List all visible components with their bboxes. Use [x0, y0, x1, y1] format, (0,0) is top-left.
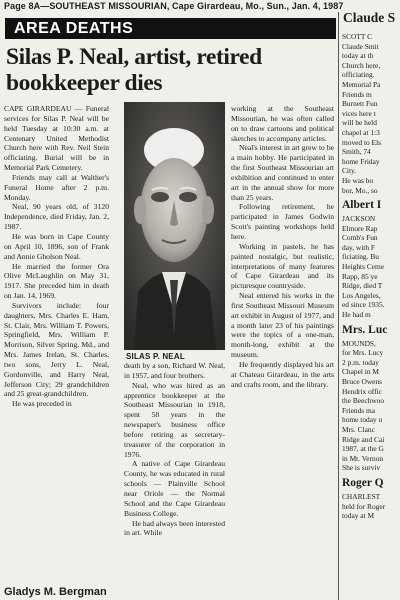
adjacent-obituary-line: Chapel in M	[342, 367, 379, 377]
paragraph: He frequently displayed his art at Chateau Girardeau, in the arts and crafts room, and the library.	[231, 359, 334, 389]
adjacent-obituary-line: Hendrix offic	[342, 386, 382, 396]
adjacent-obituary-line: Friends ma	[342, 405, 376, 415]
adjacent-obituary-line: Ridge, died T	[342, 281, 383, 291]
adjacent-obituary-line: Rapp, 85 ye	[342, 271, 378, 281]
next-obituary-headline: Gladys M. Bergman	[4, 586, 107, 598]
adjacent-obituary-line: vices here t	[342, 108, 376, 118]
adjacent-obituary-line: today at th	[342, 51, 374, 61]
article-column-1	[4, 104, 109, 409]
adjacent-obituary-line: day, with F	[342, 242, 375, 252]
adjacent-obituary-line: in Mt. Vernon	[342, 453, 384, 463]
paragraph: Neal entered his works in the first Southeast Missouri Museum art exhibit in August of 1977, and a month later 23 of his paintings were the topics of a one-man, month-long, exhibit at the museum.	[231, 291, 334, 360]
paragraph: working at the Southeast Missourian, he was often called on to draw cartoons and political sketches to accompany articles.	[231, 104, 334, 143]
adjacent-obituary-line: She is surviv	[342, 463, 381, 473]
section-banner-title: AREA DEATHS	[14, 20, 134, 37]
adjacent-obituary-headline: Roger Q	[342, 476, 384, 489]
adjacent-obituary-line: ficiating. Bu	[342, 252, 379, 262]
adjacent-obituary-line: Burnett Fun	[342, 99, 378, 109]
adjacent-obituary-line: CHARLEST	[342, 491, 381, 501]
adjacent-obituary-line: officiating.	[342, 70, 375, 80]
adjacent-obituary-line: ed since 1935.	[342, 300, 385, 310]
adjacent-obituary-line: City.	[342, 166, 357, 176]
paragraph: Neal, 90 years old, of 3120 Independence, died Friday, Jan. 2, 1987.	[4, 202, 109, 232]
adjacent-obituary-headline: Albert I	[342, 199, 382, 212]
adjacent-obituary-line: Claude Smit	[342, 41, 379, 51]
adjacent-obituary-line: will be held	[342, 118, 377, 128]
adjacent-obituaries-column	[342, 32, 400, 521]
adjacent-obituary-line: 1987, at the G	[342, 444, 384, 454]
paragraph: Following retirement, he participated in James Godwin Scott's painting workshops held here.	[231, 202, 334, 241]
portrait-image	[124, 102, 225, 350]
paragraph: Neal, who was hired as an apprentice bookkeeper at the Southeast Missourian in 1918, spent 58 years in the newspaper's business office before retiring as secretary-treasurer of the corporation in 1976.	[124, 380, 225, 459]
paragraph: He was preceded in	[12, 399, 72, 409]
adjacent-obituary-line: the Beechwoo	[342, 396, 385, 406]
adjacent-obituary-line: today at M	[342, 511, 375, 521]
paragraph: Neal's interest in art grew to be a main hobby. He participated in the first Southeast Missourian art exhibition and continued to enter art in the annual show for more than 25 years.	[231, 143, 334, 202]
adjacent-obituary-headline: Mrs. Luc	[342, 323, 388, 336]
photo-caption: SILAS P. NEAL	[126, 352, 185, 361]
adjacent-obituary-line: Friends m	[342, 89, 372, 99]
adjacent-obituary-line: JACKSON	[342, 214, 376, 224]
adjacent-obituary-line: Ridge and Cai	[342, 434, 385, 444]
adjacent-obituary-line: home Friday	[342, 156, 380, 166]
adjacent-obituary-line: Memorial Pa	[342, 79, 381, 89]
adjacent-obituary-line: Church here,	[342, 60, 381, 70]
adjacent-obituary-line: home today u	[342, 415, 383, 425]
adjacent-obituary-line: SCOTT C	[342, 32, 373, 41]
claude-obituary-headline: Claude S	[343, 10, 396, 25]
adjacent-obituary-line: Los Angeles,	[342, 290, 381, 300]
adjacent-obituary-line: chapel at 1:3	[342, 127, 380, 137]
paragraph: CAPE GIRARDEAU — Funeral services for Silas P. Neal will be held Tuesday at 10:30 a.m. at Centenary United Methodist Church here with Rev. Neil Stein officiating. Burial will be in Memorial Park Cemetery.	[4, 104, 109, 173]
adjacent-obituary-line: He had m	[342, 310, 371, 320]
paragraph: He had always been interested in art. While	[124, 518, 225, 538]
adjacent-obituary-line: Bruce Owens	[342, 377, 383, 386]
adjacent-obituary-line: for Mrs. Lucy	[342, 348, 384, 358]
article-column-3	[231, 104, 334, 389]
adjacent-obituary-line: held for Roger	[342, 501, 386, 511]
adjacent-obituary-line: 2 p.m. today	[342, 357, 379, 367]
paragraph: Survivors include: four daughters, Mrs. Charles E. Ham, St. Clair, Mrs. William T. Powers, Springfield, Mrs. William P. Morrison, Silver Spring, Md., and Mrs. James Irelan, St. Charles, two sons, Jerry L. Neal, Gordonville, and Harry Neal, Jefferson City; 29 grandchildren and 25 great-grandchildren.	[4, 300, 109, 399]
adjacent-obituary-line: moved to Els	[342, 137, 382, 147]
adjacent-obituary-line: Mrs. Clanc	[342, 424, 375, 434]
paragraph: A native of Cape Girardeau County, he was educated in rural schools — Plainville School near Oriole — the Normal School and the Cape Girardeau Business College.	[124, 459, 225, 518]
paragraph: He was born in Cape County on April 10, 1896, son of Frank and Annie Gholson Neal.	[4, 231, 109, 261]
page-folio: Page 8A—SOUTHEAST MISSOURIAN, Cape Girardeau, Mo., Sun., Jan. 4, 1987	[4, 1, 344, 11]
adjacent-obituary-line: Smith, 74	[342, 147, 371, 157]
adjacent-obituary-line: bor, Mo., so	[342, 185, 378, 195]
adjacent-obituary-line: MOUNDS,	[342, 338, 376, 348]
paragraph: Working in pastels, he has painted nostalgic, but realistic, interpretations of many features of Cape Girardeau and its picturesque countryside.	[231, 241, 334, 291]
article-headline: Silas P. Neal, artist, retired bookkeeper dies	[6, 44, 262, 96]
paragraph: He married the former Ora Olive McLaughlin on May 31, 1917. She preceded him in death on Jan. 14, 1969.	[4, 261, 109, 301]
portrait-photo	[124, 102, 225, 350]
paragraph: Friends may call at Walther's Funeral Home after 2 p.m. Monday.	[4, 172, 109, 202]
adjacent-obituary-line: Comb's Fun	[342, 233, 378, 243]
article-column-2	[124, 361, 225, 538]
paragraph: death by a son, Richard W. Neal, in 1957, and four brothers.	[124, 361, 225, 380]
adjacent-obituary-line: He was bo	[342, 175, 374, 185]
column-divider	[338, 12, 339, 600]
adjacent-obituary-line: Elmore Rap	[342, 223, 378, 233]
adjacent-obituary-line: Heights Ceme	[342, 262, 385, 272]
